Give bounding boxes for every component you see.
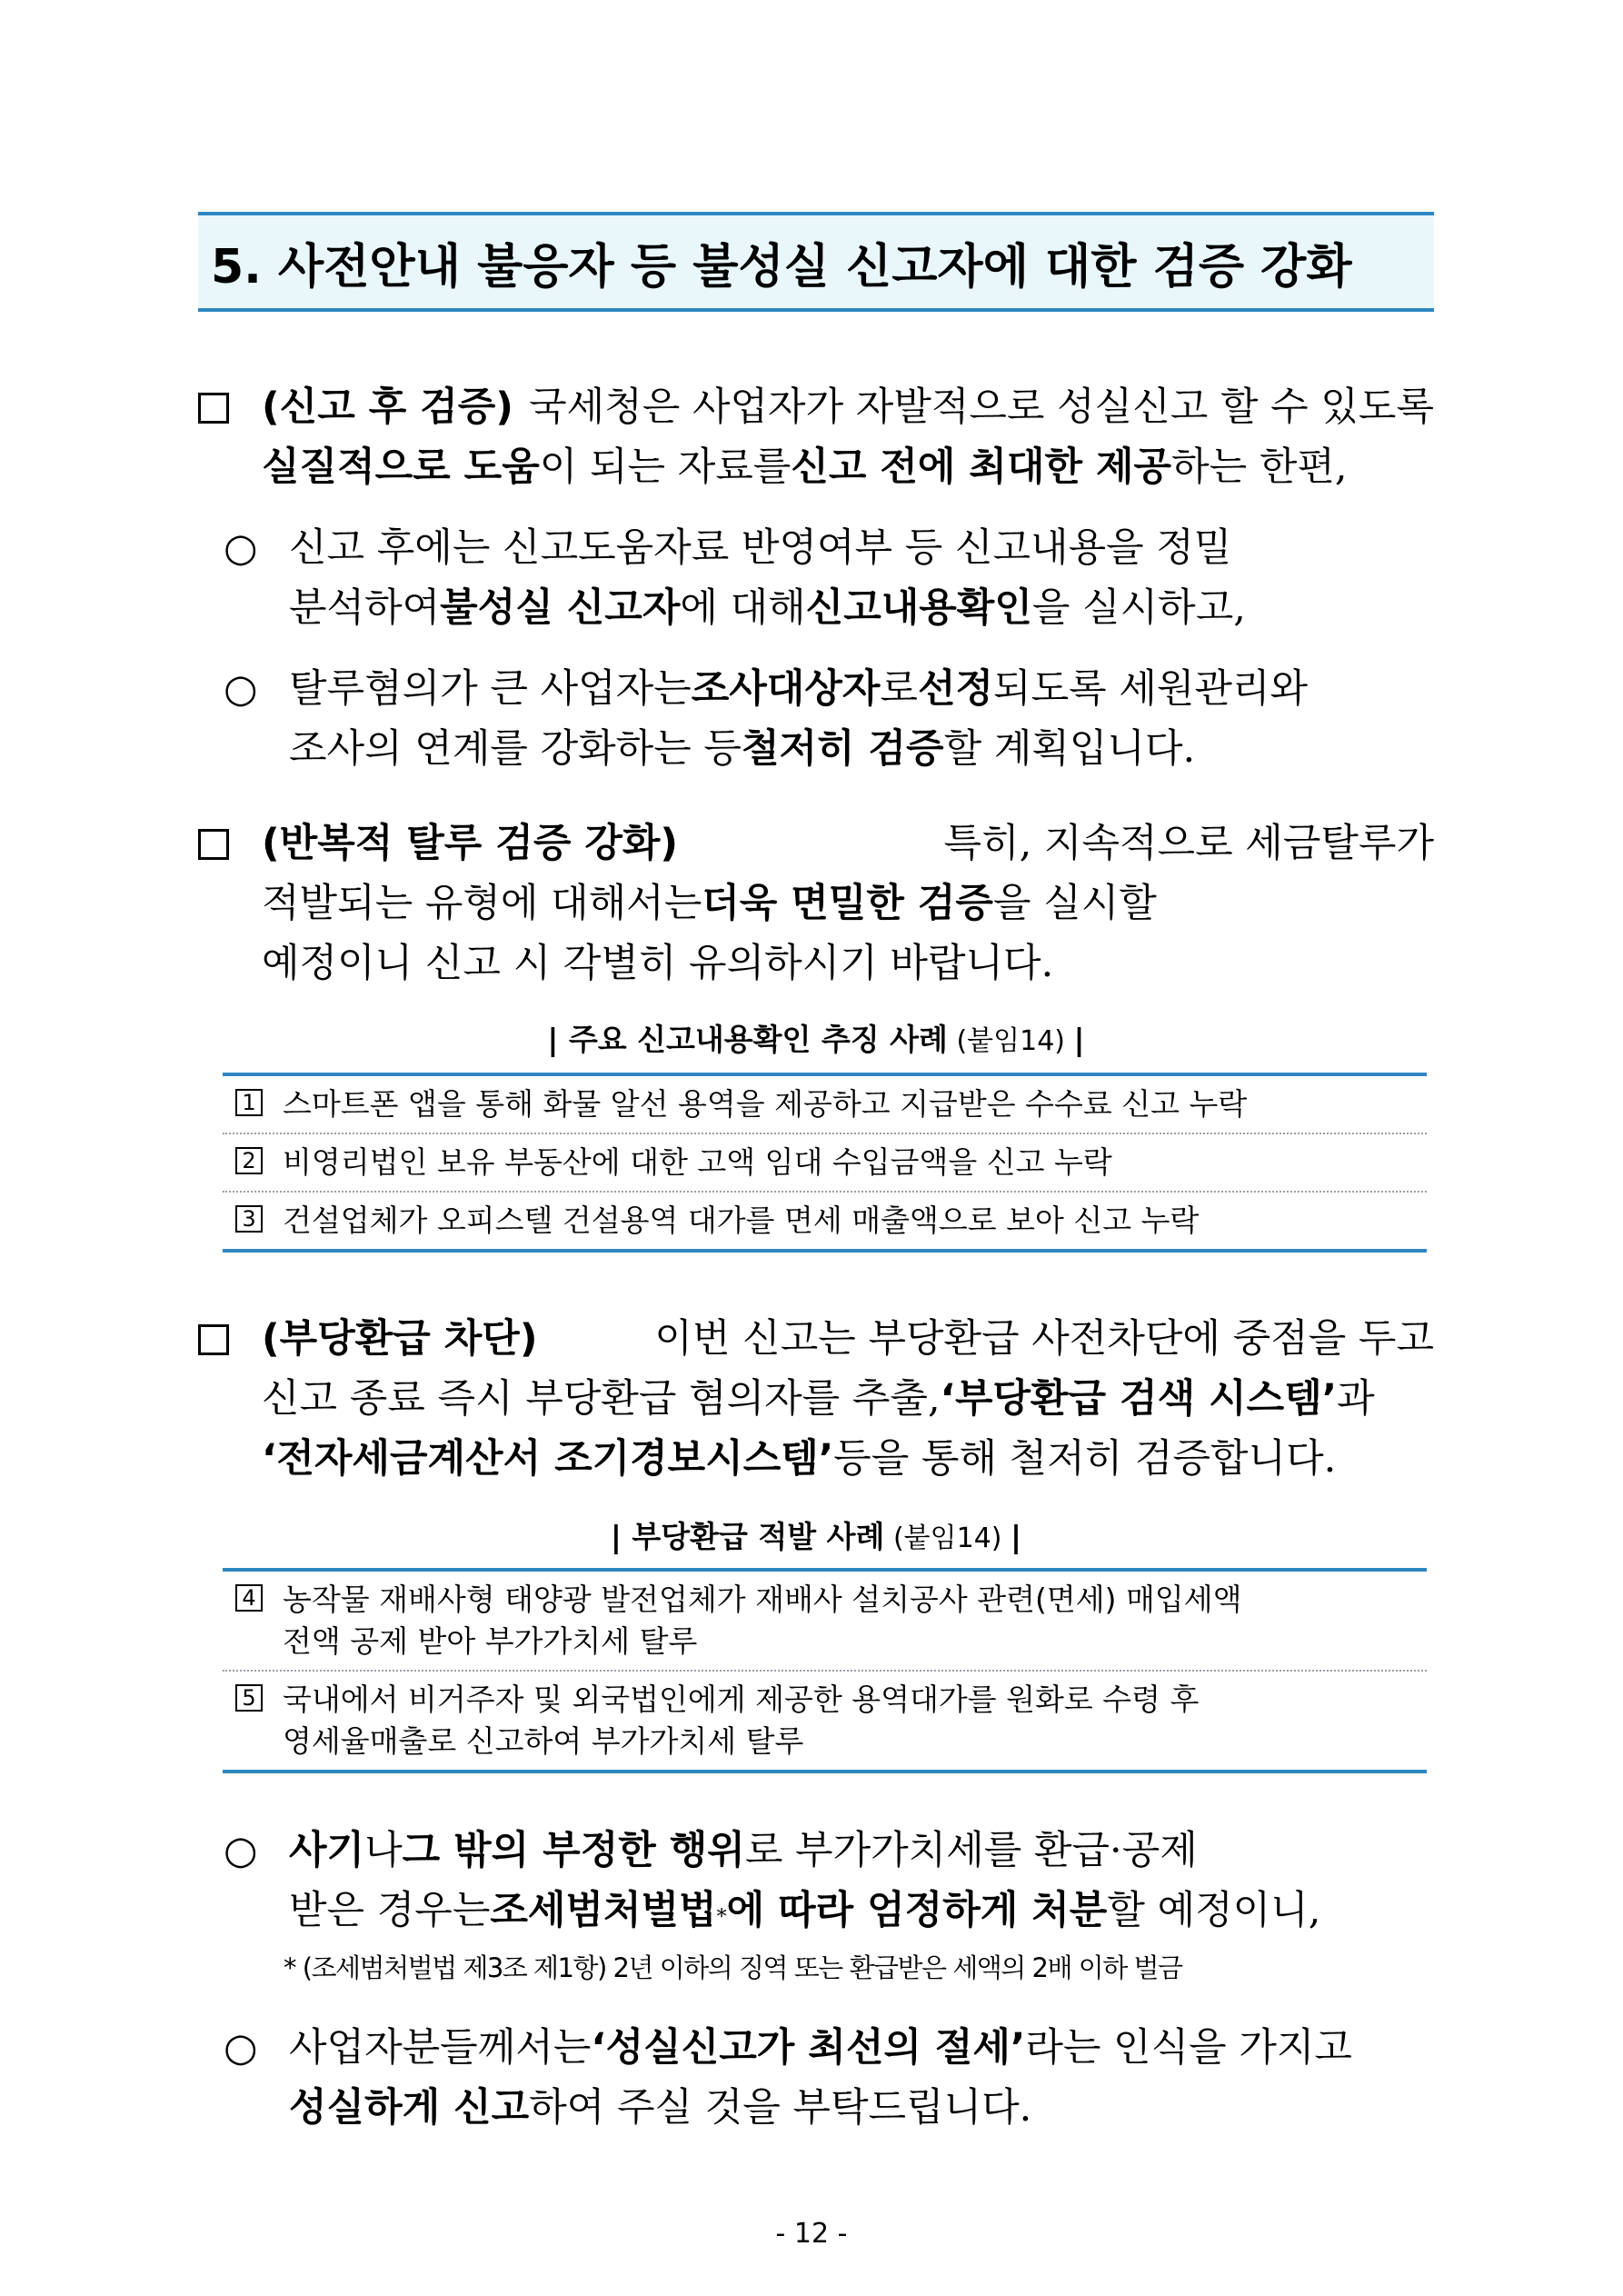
bullet-honest-filing (198, 2018, 1434, 2138)
bullet3-line2: 받은 경우는 조세범처벌법 * 에 따라 엄정하게 처분 할 예정이니, (289, 1888, 1321, 1933)
circle-bullet-icon: ○ (224, 525, 258, 571)
circle-bullet-icon: ○ (224, 666, 258, 712)
bullet1-line2: 분석하여 불성실 신고자 에 대해 신고내용확인 을 실시하고, (289, 585, 1246, 631)
case-row: 3 건설업체가 오피스텔 건설용역 대가를 면세 매출액으로 보아 신고 누락 (223, 1193, 1427, 1249)
case-number: 2 (235, 1147, 263, 1174)
para3-line2: 신고 종료 즉시 부당환급 혐의자를 추출, ‘부당환급 검색 시스템’ 과 (262, 1376, 1375, 1422)
square-bullet-icon (198, 814, 262, 873)
case-number: 3 (235, 1205, 263, 1233)
bullet-detailed-analysis (198, 518, 1434, 638)
bullet2-line1: ○ 탈루혐의가 큰 사업자는 조사대상자 로 선정 되도록 세원관리와 (198, 659, 1434, 719)
para2-line2: 적발되는 유형에 대해서는 더욱 면밀한 검증 을 실시할 (262, 881, 1157, 926)
square-bullet-icon (198, 1309, 262, 1369)
bullet-fraud-penalty (198, 1821, 1434, 1948)
case-number: 5 (235, 1684, 263, 1712)
case-row: 5 국내에서 비거주자 및 외국법인에게 제공한 용역대가를 원화로 수령 후 영세율매출로 신고하여 부가가치세 탈루 (223, 1672, 1427, 1770)
bullet3-line1: ○ 사기 나 그 밖의 부정한 행위 로 부가가치세를 환급·공제 (198, 1821, 1434, 1881)
section-title: 5. 사전안내 불응자 등 불성실 신고자에 대한 검증 강화 (211, 239, 1352, 294)
case-row: 4 농작물 재배사형 태양광 발전업체가 재배사 설치공사 관련(면세) 매입세액 전액 공제 받아 부가가치세 탈루 (223, 1572, 1427, 1672)
paragraph-refund-blocking (198, 1309, 1434, 1489)
para2-line1: (반복적 탈루 검증 강화) 특히, 지속적으로 세금탈루가 (198, 814, 1434, 873)
bullet4-line2: 성실하게 신고 하여 주실 것을 부탁드립니다. (289, 2085, 1032, 2131)
para1-line1: (신고 후 검증) 국세청은 사업자가 자발적으로 성실신고 할 수 있도록 (198, 377, 1434, 437)
para3-line3: ‘전자세금계산서 조기경보시스템’ 등을 통해 철저히 검증합니다. (262, 1436, 1337, 1482)
case-number: 1 (235, 1089, 263, 1116)
paragraph-post-filing-verification (198, 377, 1434, 497)
square-bullet-icon (198, 377, 262, 437)
bullet1-line1: ○ 신고 후에는 신고도움자료 반영여부 등 신고내용을 정밀 (198, 518, 1434, 578)
section-title-box (198, 212, 1434, 312)
circle-bullet-icon: ○ (224, 2025, 258, 2071)
box1-case-table (223, 1073, 1427, 1253)
page-number: - 12 - (775, 2218, 848, 2250)
bullet-audit-selection (198, 659, 1434, 779)
case-number: 4 (235, 1584, 263, 1612)
circle-bullet-icon: ○ (224, 1828, 258, 1873)
box1-title: | 주요 신고내용확인 추징 사례 (붙임14) | (547, 1022, 1085, 1057)
para2-line3: 예정이니 신고 시 각별히 유의하시기 바랍니다. (262, 941, 1054, 986)
bullet2-line2: 조사의 연계를 강화하는 등 철저히 검증 할 계획입니다. (289, 726, 1196, 772)
footnote: * (조세범처벌법 제3조 제1항) 2년 이하의 징역 또는 환급받은 세액의 2배 이하 벌금 (284, 1952, 1182, 1983)
case-row: 2 비영리법인 보유 부동산에 대한 고액 임대 수입금액을 신고 누락 (223, 1134, 1427, 1193)
case-row: 1 스마트폰 앱을 통해 화물 알선 용역을 제공하고 지급받은 수수료 신고 누락 (223, 1076, 1427, 1134)
box2-case-table (223, 1568, 1427, 1773)
box2-title: | 부당환급 적발 사례 (붙임14) | (610, 1519, 1022, 1554)
para1-line2: 실질적으로 도움 이 되는 자료를 신고 전에 최대한 제공 하는 한편, (262, 444, 1348, 490)
paragraph-repeated-evasion (198, 814, 1434, 993)
para3-line1: (부당환급 차단) 이번 신고는 부당환급 사전차단에 중점을 두고 (198, 1309, 1434, 1369)
bullet4-line1: ○ 사업자분들께서는 ‘성실신고가 최선의 절세’ 라는 인식을 가지고 (198, 2018, 1434, 2078)
